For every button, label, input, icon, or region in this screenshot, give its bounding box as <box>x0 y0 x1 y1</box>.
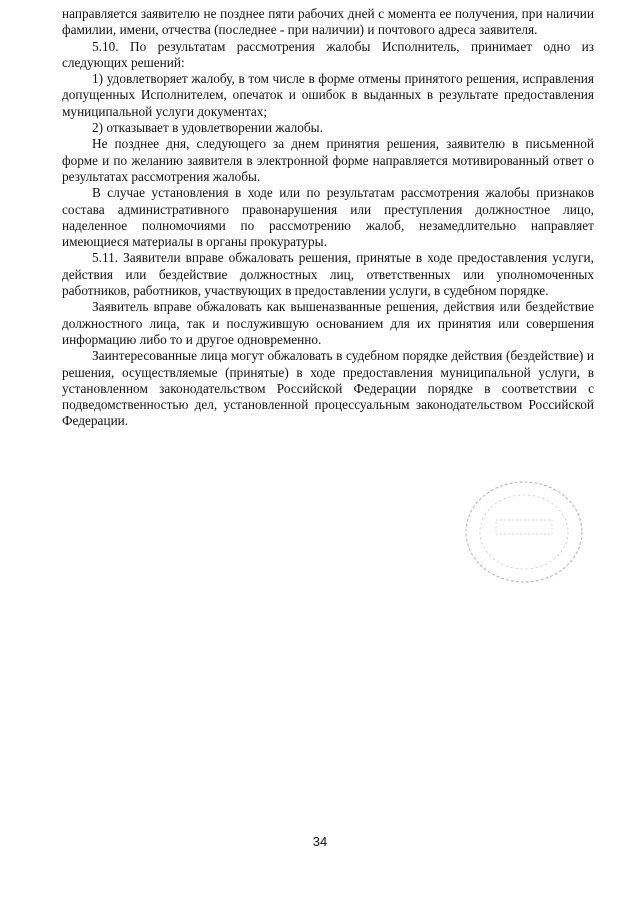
page-number: 34 <box>312 834 328 849</box>
paragraph-decision-1: 1) удовлетворяет жалобу, в том числе в форме отмены принятого решения, исправления допущенных Исполнителем, опечаток и ошибок в выданных в результате предоставления муниципальной услуги документах; <box>62 71 594 119</box>
paragraph-response-deadline: Не позднее дня, следующего за днем принятия решения, заявителю в письменной форме и по желанию заявителя в электронной форме направляется мотивированный ответ о результатах рассмотрения жалобы. <box>62 136 594 184</box>
paragraph-continuation: направляется заявителю не позднее пяти рабочих дней с момента ее получения, при наличии фамилии, имени, отчества (последнее - при наличии) и почтового адреса заявителя. <box>62 6 594 38</box>
paragraph-prosecutor: В случае установления в ходе или по результатам рассмотрения жалобы признаков состава административного правонарушения или преступления должностное лицо, наделенное полномочиями по рассмотрению жалоб, незамедлительно направляет имеющиеся материалы в органы прокуратуры. <box>62 185 594 250</box>
official-seal-stamp <box>462 478 586 586</box>
document-body <box>62 6 594 430</box>
paragraph-appeal-scope: Заявитель вправе обжаловать как вышеназванные решения, действия или бездействие должностного лица, так и послужившую основанием для их принятия или совершения информацию либо то и другое одновременно. <box>62 299 594 347</box>
paragraph-decision-2: 2) отказывает в удовлетворении жалобы. <box>92 120 323 136</box>
paragraph-court-appeal: Заинтересованные лица могут обжаловать в судебном порядке действия (бездействие) и решения, осуществляемые (принятые) в ходе предоставления муниципальной услуги, в установленном законодательством Российской Федерации порядке в соответствии с подведомственностью дел, установленной процессуальным законодательством Российской Федерации. <box>62 348 594 429</box>
paragraph-5-10: 5.10. По результатам рассмотрения жалобы Исполнитель, принимает одно из следующих решений: <box>62 38 594 70</box>
paragraph-5-11: 5.11. Заявители вправе обжаловать решения, принятые в ходе предоставления услуги, действия или бездействие должностных лиц, ответственных или уполномоченных работников, работников, участвующих в предоставлении услуги, в судебном порядке. <box>62 250 594 299</box>
